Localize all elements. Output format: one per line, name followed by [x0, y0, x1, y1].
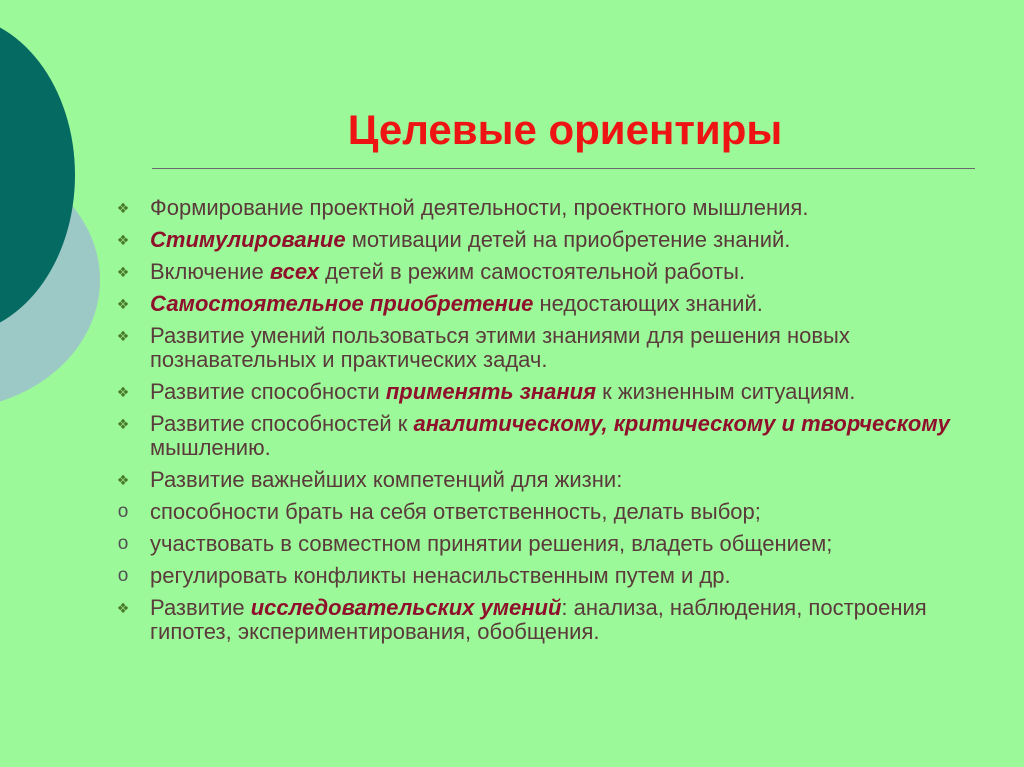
circle-bullet-icon: o	[117, 501, 129, 522]
list-item	[108, 292, 988, 316]
text-segment: недостающих знаний.	[533, 291, 763, 316]
diamond-bullet-icon: ❖	[116, 296, 130, 312]
list-item	[108, 500, 988, 524]
text-segment: участвовать в совместном принятии решения, владеть общением;	[150, 531, 833, 556]
text-segment: к жизненным ситуациям.	[596, 379, 856, 404]
text-segment: Включение	[150, 259, 270, 284]
list-item-text	[150, 291, 763, 316]
emphasized-text: исследовательских умений	[250, 595, 562, 620]
emphasized-text: аналитическому, критическому и творческому	[413, 411, 950, 436]
list-item-text	[150, 195, 808, 220]
list-item-text	[150, 259, 745, 284]
diamond-bullet-icon: ❖	[116, 264, 130, 280]
text-segment: : анализа, наблюдения, построения гипотез, экспериментирования, обобщения.	[150, 595, 927, 644]
list-item-text	[150, 563, 731, 588]
list-item	[108, 468, 988, 492]
diamond-bullet-icon: ❖	[116, 200, 130, 216]
text-segment: Развитие умений пользоваться этими знаниями для решения новых познавательных и практических задач.	[150, 323, 850, 372]
diamond-bullet-icon: ❖	[116, 472, 130, 488]
text-segment: способности брать на себя ответственность, делать выбор;	[150, 499, 761, 524]
circle-bullet-icon: o	[117, 533, 129, 554]
page-title: Целевые ориентиры	[347, 106, 783, 153]
bullet-list	[108, 196, 988, 652]
list-item	[108, 596, 988, 644]
list-item	[108, 228, 988, 252]
text-segment: Формирование проектной деятельности, проектного мышления.	[150, 195, 809, 220]
list-item	[108, 532, 988, 556]
text-segment: мышлению.	[150, 435, 271, 460]
circle-bullet-icon: o	[117, 565, 129, 586]
list-item-text	[150, 379, 855, 404]
text-segment: Развитие способности	[150, 379, 386, 404]
text-segment: детей в режим самостоятельной работы.	[319, 259, 746, 284]
list-item-text	[150, 411, 950, 460]
title-divider	[152, 168, 975, 169]
text-segment: мотивации детей на приобретение знаний.	[345, 227, 791, 252]
list-item-text	[150, 595, 927, 644]
list-item	[108, 324, 988, 372]
diamond-bullet-icon: ❖	[116, 600, 130, 616]
diamond-bullet-icon: ❖	[116, 416, 130, 432]
diamond-bullet-icon: ❖	[116, 328, 130, 344]
list-item	[108, 412, 988, 460]
list-item-text	[150, 531, 832, 556]
list-item	[108, 380, 988, 404]
list-item-text	[150, 499, 761, 524]
emphasized-text: Стимулирование	[150, 227, 346, 252]
emphasized-text: применять знания	[385, 379, 597, 404]
list-item-text	[150, 467, 622, 492]
emphasized-text: всех	[269, 259, 320, 284]
diamond-bullet-icon: ❖	[116, 232, 130, 248]
text-segment: регулировать конфликты ненасильственным путем и др.	[150, 563, 731, 588]
emphasized-text: Самостоятельное приобретение	[150, 291, 534, 316]
text-segment: Развитие	[150, 595, 251, 620]
list-item	[108, 196, 988, 220]
text-segment: Развитие важнейших компетенций для жизни:	[150, 467, 623, 492]
list-item-text	[150, 323, 850, 372]
text-segment: Развитие способностей к	[150, 411, 414, 436]
list-item	[108, 564, 988, 588]
list-item-text	[150, 227, 790, 252]
list-item	[108, 260, 988, 284]
diamond-bullet-icon: ❖	[116, 384, 130, 400]
